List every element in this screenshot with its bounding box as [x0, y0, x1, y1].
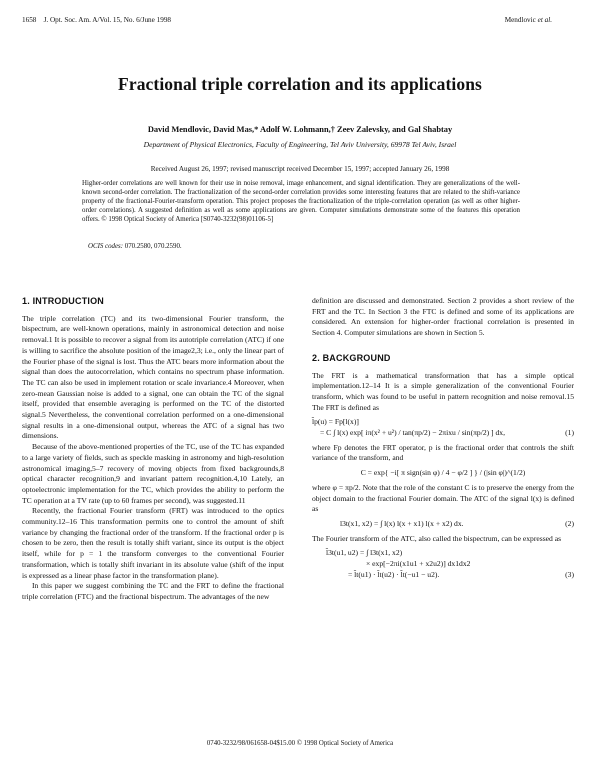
left-column	[22, 296, 284, 603]
equation-3-line-3: = l̂t(u1) · l̂t(u2) · l̂t(−u1 − u2).	[348, 569, 440, 579]
abstract: Higher-order correlations are well known for their use in noise removal, image enhancement, and signal identification. They are generalizations of the well-known second-order correlation. The fractionalization of the second-order correlation provides some interesting features that are related to the shift-variance property of the fractional-Fourier-transform operation. This project proposes the fractionalization of the triple-correlation operation (as well as other higher-order correlations). A suggested definition as well as some applications are given. Computer simulations demonstrate some of the features this operation offers. © 1998 Optical Society of America [S0740-3232(98)01106-5]	[82, 180, 520, 223]
equation-3	[312, 548, 574, 580]
et-al: et al.	[537, 16, 552, 24]
intro-paragraph-1: The triple correlation (TC) and its two-dimensional Fourier transform, the bispectrum, are well-known operations, mainly in astronomical detection and noise removal.1 It is possible to recover a signal from its autotriple correlation (ATC) if one is willing to sacrifice the absolute position of the image2,3; i.e., only the linear part of the Fourier phase of the signal is lost. Thus the ATC bears more information about the signal than does the autocorrelation, which contains no spectrum phase information. The TC can also be used in implement rotation or scale invariance.4 Moreover, when zero-mean Gaussian noise is added to a signal, one can obtain the TC of the signal itself, provided that ensemble averaging is performed on the TC of the distorted signal.5 Nevertheless, the conventional correlation performed on a one-dimensional signal results in a one-dimensional output, whereas the ATC of a signal has two dimensions.	[22, 313, 284, 441]
background-paragraph-4: The Fourier transform of the ATC, also called the bispectrum, can be expressed as	[312, 533, 562, 543]
page-footer: 0740-3232/98/061658-04$15.00 © 1998 Optical Society of America	[206, 740, 394, 747]
ocis-codes	[88, 243, 182, 250]
running-header-right	[505, 16, 552, 24]
journal-citation: J. Opt. Soc. Am. A/Vol. 15, No. 6/June 1998	[43, 16, 172, 24]
intro-paragraph-4: In this paper we suggest combining the TC and the FRT to define the fractional triple correlation (FTC) and the fractional bispectrum. The advantages of the new	[22, 581, 284, 601]
ocis-values: 070.2580, 070.2590.	[124, 243, 182, 250]
equation-3-line-1: l̂3t(u1, u2) = ∫ l3t(x1, x2)	[326, 548, 403, 558]
right-column	[312, 296, 574, 584]
intro-paragraph-3: Recently, the fractional Fourier transform (FRT) was introduced to the optics community.12–16 This transformation permits one to control the amount of shift variance by changing the fractional order of the transform. If the fractional order p is chosen to be zero, then the result is totally shift variant, since its output is the object itself, while for p = 1 the transform converges to the conventional Fourier transformation, which is totally shift invariant in its absolute value (shift of the input is expressed as a linear phase factor in the transformation plane).	[22, 506, 284, 580]
equation-2	[312, 519, 574, 530]
running-header-left	[22, 16, 171, 24]
ocis-label: OCIS codes:	[88, 243, 124, 250]
equation-1-number: (1)	[565, 428, 574, 438]
intro-paragraph-continued: definition are discussed and demonstrated. Section 2 provides a short review of the FRT and the TC. In Section 3 the FTC is defined and some of its applications are considered. An extension for higher-order fractional correlation is presented in Section 4. Computer simulations are shown in Section 5.	[312, 296, 574, 338]
equation-2-body: l3t(x1, x2) = ∫ l(x) l(x + x1) l(x + x2) dx.	[340, 518, 464, 528]
equation-1	[312, 417, 574, 438]
equation-constant-c: C = exp{ −i[ π sign(sin φ) / 4 − φ/2 ] } / (|sin φ|)^(1/2)	[360, 468, 526, 478]
equation-1-line-2: = C ∫ l(x) exp[ iπ(x² + u²) / tan(πp/2) − 2πixu / sin(πp/2) ] dx,	[320, 428, 505, 438]
background-paragraph-3: where φ = πp/2. Note that the role of the constant C is to preserve the energy from the object domain to the fractional Fourier domain. The ATC of the signal l(x) is defined as	[312, 482, 574, 514]
paper-title: Fractional triple correlation and its applications	[118, 74, 482, 94]
section-heading-background: 2. BACKGROUND	[312, 352, 391, 363]
equation-2-number: (2)	[565, 518, 574, 528]
equation-3-line-2: × exp[−2πi(x1u1 + x2u2)] dx1dx2	[366, 559, 471, 569]
equation-1-line-1: l̂p(u) = Fp[l(x)]	[312, 417, 359, 427]
running-author: Mendlovic	[504, 16, 536, 24]
background-paragraph-2: where Fp denotes the FRT operator, p is the fractional order that controls the shift variance of the transform, and	[312, 442, 574, 463]
affiliation: Department of Physical Electronics, Faculty of Engineering, Tel Aviv University, 69978 Tel Aviv, Israel	[143, 140, 457, 149]
section-heading-introduction: 1. INTRODUCTION	[22, 296, 105, 306]
author-list: David Mendlovic, David Mas,* Adolf W. Lohmann,† Zeev Zalevsky, and Gal Shabtay	[147, 125, 453, 134]
background-paragraph-1: The FRT is a mathematical transformation that has a simple optical implementation.12–14 It is a simple generalization of the conventional Fourier transform, which was found to be useful in pattern recognition and noise removal.15 The FRT is defined as	[312, 370, 574, 412]
page-number: 1658	[22, 16, 37, 24]
received-dates: Received August 26, 1997; revised manuscript received December 15, 1997; accepted January 26, 1998	[150, 165, 450, 173]
intro-paragraph-2: Because of the above-mentioned properties of the TC, use of the TC has expanded to a large variety of fields, such as speckle masking in astronomy and high-resolution astronomical imaging,5–7 recovery of moving objects from fixed backgrounds,8 optical character recognition,9 and invariant pattern recognition.4,10 Lately, an optoelectronic implementation for the TC, which provides the ability to perform the TC operation at a TV rate (up to 60 frames per second), was suggested.11	[22, 442, 284, 505]
equation-3-number: (3)	[565, 570, 574, 580]
